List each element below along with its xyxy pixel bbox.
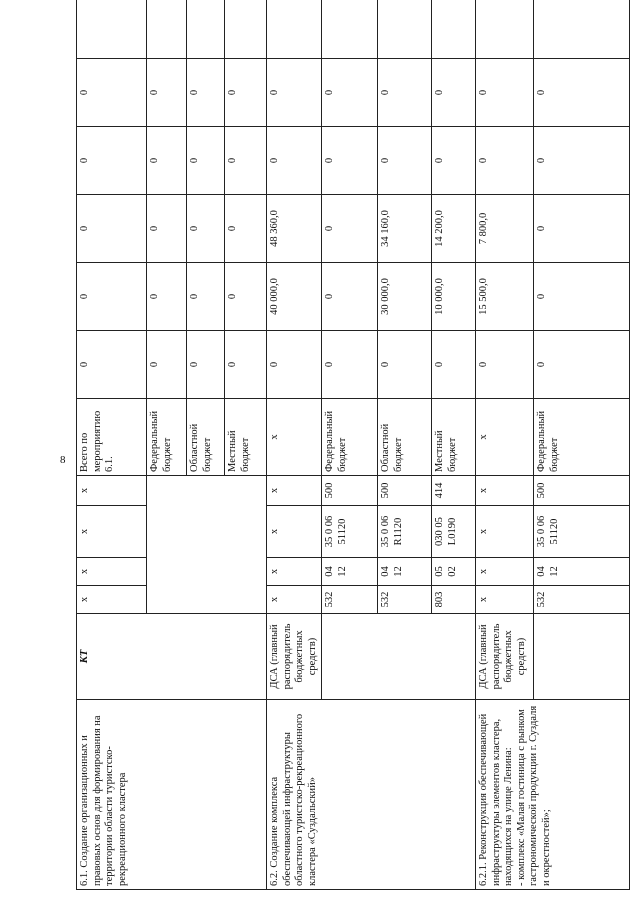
value-cell: 0	[225, 59, 267, 127]
value-cell: 0	[267, 59, 322, 127]
source-label: Федеральный бюджет	[147, 399, 187, 476]
value-cell: 34 160,0	[378, 195, 432, 263]
value-cell: 14 200,0	[432, 195, 476, 263]
value-cell: 0	[147, 331, 187, 399]
value-cell: 0	[225, 263, 267, 331]
value-cell: 0	[432, 331, 476, 399]
source-label: Областной бюджет	[187, 399, 225, 476]
cell-x: х	[77, 476, 147, 506]
value-cell: 48 360,0	[267, 195, 322, 263]
value-cell: 0	[77, 331, 147, 399]
page-number: 8	[60, 454, 66, 466]
value-cell	[267, 0, 322, 59]
rzpr-cell: 04 12	[378, 558, 432, 586]
value-cell: 15 500,0	[476, 263, 534, 331]
table-row	[476, 0, 534, 890]
value-cell: 0	[534, 195, 630, 263]
cell-x: х	[77, 586, 147, 614]
row-desc-6-2: 6.2. Создание комплекса обеспечивающей инфраструктуры областного туристско-рекреационного кластера «Суздальский»	[267, 700, 476, 890]
empty-cell	[534, 614, 630, 700]
row-desc-subitem: - комплекс «Малая гостиница с рынком гастрономической продукции г. Суздаля и окрестностей»;	[515, 705, 552, 886]
value-cell: 0	[322, 59, 378, 127]
empty-cell	[147, 476, 267, 614]
value-cell: 0	[534, 127, 630, 195]
empty-cell	[322, 614, 476, 700]
cell-x: х	[77, 506, 147, 558]
cell-x: х	[267, 586, 322, 614]
source-label: Местный бюджет	[432, 399, 476, 476]
value-cell: 0	[187, 195, 225, 263]
value-cell	[432, 0, 476, 59]
value-cell: 0	[187, 59, 225, 127]
cell-x: х	[476, 506, 534, 558]
rzpr-cell: 04 12	[534, 558, 630, 586]
value-cell	[476, 0, 534, 59]
cell-x: х	[267, 558, 322, 586]
value-cell: 0	[147, 127, 187, 195]
vr-cell: 500	[534, 476, 630, 506]
value-cell: 0	[147, 195, 187, 263]
value-cell: 0	[187, 127, 225, 195]
grbs-cell: 532	[534, 586, 630, 614]
value-cell: 0	[378, 127, 432, 195]
source-label: Местный бюджет	[225, 399, 267, 476]
value-cell: 0	[77, 263, 147, 331]
value-cell: 10 000,0	[432, 263, 476, 331]
value-cell	[147, 0, 187, 59]
value-cell: 40 000,0	[267, 263, 322, 331]
value-cell: 0	[476, 331, 534, 399]
cell-x: х	[267, 399, 322, 476]
source-label: Областной бюджет	[378, 399, 432, 476]
value-cell: 0	[322, 127, 378, 195]
value-cell: 0	[225, 331, 267, 399]
csr-cell: 030 05 L0190	[432, 506, 476, 558]
value-cell: 7 800,0	[476, 195, 534, 263]
value-cell	[225, 0, 267, 59]
rotated-page	[76, 0, 628, 890]
cell-x: х	[476, 586, 534, 614]
grbs-cell: 532	[322, 586, 378, 614]
value-cell	[534, 0, 630, 59]
value-cell: 0	[225, 195, 267, 263]
budget-table	[76, 0, 630, 890]
value-cell: 0	[187, 331, 225, 399]
value-cell: 0	[77, 127, 147, 195]
value-cell	[378, 0, 432, 59]
value-cell: 0	[378, 59, 432, 127]
value-cell: 0	[432, 59, 476, 127]
value-cell: 0	[534, 59, 630, 127]
rzpr-cell: 05 02	[432, 558, 476, 586]
value-cell	[187, 0, 225, 59]
vr-cell: 500	[322, 476, 378, 506]
value-cell: 0	[267, 127, 322, 195]
rzpr-cell: 04 12	[322, 558, 378, 586]
vr-cell: 414	[432, 476, 476, 506]
csr-cell: 35 0 06 51120	[322, 506, 378, 558]
value-cell: 0	[147, 59, 187, 127]
value-cell: 0	[147, 263, 187, 331]
grbs-cell: 532	[378, 586, 432, 614]
value-cell: 0	[77, 195, 147, 263]
grbs-cell: 803	[432, 586, 476, 614]
value-cell: 0	[432, 127, 476, 195]
value-cell: 0	[187, 263, 225, 331]
row-desc-6-1: 6.1. Создание организационных и правовых основ для формирования на территории области туристско-рекреационного кластера	[77, 700, 267, 890]
cell-x: х	[476, 476, 534, 506]
source-label: Всего по мероприятию 6.1.	[77, 399, 147, 476]
cell-x: х	[267, 506, 322, 558]
table-row	[267, 0, 322, 890]
row-desc-text: 6.2.1. Реконструкция обеспечивающей инфраструктуры элементов кластера, находящихся на улице Ленина:	[478, 713, 514, 886]
cell-x: х	[77, 558, 147, 586]
cell-x: х	[267, 476, 322, 506]
value-cell: 0	[225, 127, 267, 195]
row-desc-6-2-1	[476, 700, 630, 890]
table-row	[77, 0, 147, 890]
kt-label: КТ	[77, 614, 267, 700]
value-cell	[322, 0, 378, 59]
cell-x: х	[476, 558, 534, 586]
csr-cell: 35 0 06 R1120	[378, 506, 432, 558]
value-cell	[77, 0, 147, 59]
csr-cell: 35 0 06 51120	[534, 506, 630, 558]
value-cell: 0	[476, 127, 534, 195]
value-cell: 0	[378, 331, 432, 399]
value-cell: 0	[534, 263, 630, 331]
value-cell: 0	[267, 331, 322, 399]
vr-cell: 500	[378, 476, 432, 506]
value-cell: 30 000,0	[378, 263, 432, 331]
value-cell: 0	[476, 59, 534, 127]
owner-label: ДСА (главный распорядитель бюджетных средств)	[476, 614, 534, 700]
value-cell: 0	[322, 263, 378, 331]
value-cell: 0	[534, 331, 630, 399]
owner-label: ДСА (главный распорядитель бюджетных средств)	[267, 614, 322, 700]
source-label: Федеральный бюджет	[534, 399, 630, 476]
value-cell: 0	[77, 59, 147, 127]
source-label: Федеральный бюджет	[322, 399, 378, 476]
value-cell: 0	[322, 331, 378, 399]
cell-x: х	[476, 399, 534, 476]
value-cell: 0	[322, 195, 378, 263]
